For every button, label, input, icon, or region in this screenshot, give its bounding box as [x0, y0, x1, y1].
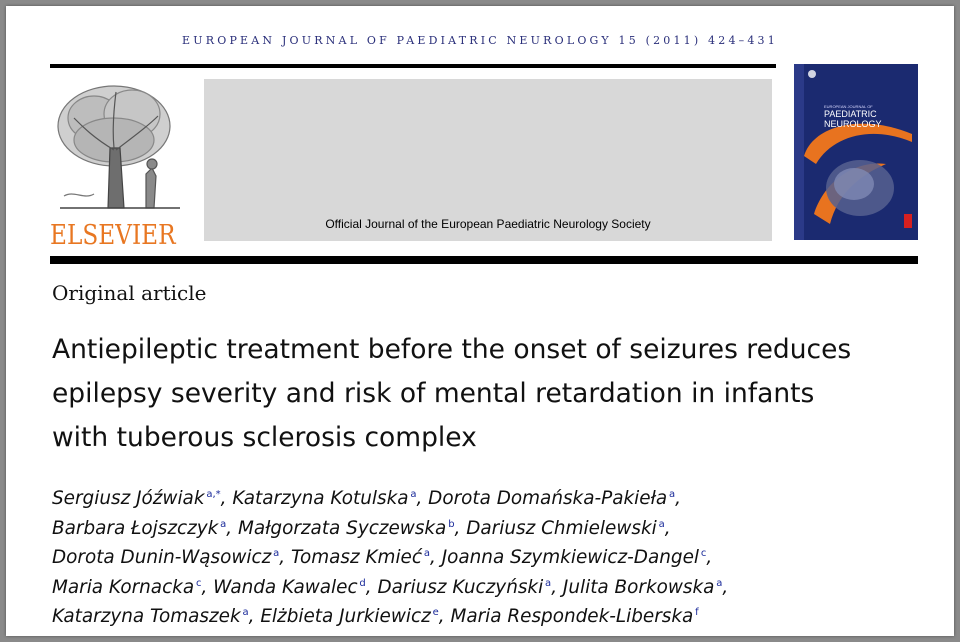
author-name: Elżbieta Jurkiewicz [260, 606, 431, 627]
affiliation-marker[interactable]: d [359, 577, 366, 589]
society-banner [204, 79, 772, 241]
author-name: Sergiusz Jóźwiak [52, 488, 205, 509]
author-name: Barbara Łojszczyk [52, 517, 219, 539]
author-name: Małgorzata Syczewska [238, 517, 447, 539]
affiliation-marker[interactable]: a [220, 518, 227, 530]
affiliation-marker[interactable]: c [700, 548, 707, 559]
author-name: Wanda Kawalec [213, 576, 358, 598]
author-line: Katarzyna Tomaszek $^a$, Elżbieta Jurkiewicz $^e$, Maria Respondek-Liberska $^f$ [52, 606, 699, 627]
author-name: Dorota Domańska-Pakieła [428, 488, 668, 509]
affiliation-marker[interactable]: a [545, 577, 552, 589]
journal-citation: EUROPEAN JOURNAL OF PAEDIATRIC NEUROLOGY 15 (2011) 424–431 [182, 34, 778, 47]
journal-cover [794, 64, 918, 240]
author-name: Dariusz Kuczyński [377, 576, 544, 598]
article-page [6, 6, 954, 636]
author-list [52, 484, 932, 632]
affiliation-marker[interactable]: a [273, 548, 280, 559]
elsevier-logo [50, 78, 190, 251]
author-line: Barbara Łojszczyk $^a$, Małgorzata Syczewska $^b$, Dariusz Chmielewski $^a$, [52, 517, 671, 539]
affiliation-marker[interactable]: a,* [206, 489, 221, 500]
society-text: Official Journal of the European Paediatric Neurology Society [325, 217, 651, 231]
cover-title-line1: PAEDIATRIC [824, 109, 877, 119]
author-name: Julita Borkowska [562, 576, 715, 598]
affiliation-marker[interactable]: e [432, 607, 439, 618]
affiliation-marker[interactable]: c [195, 577, 202, 589]
affiliation-marker[interactable]: b [448, 518, 455, 530]
author-name: Katarzyna Tomaszek [52, 606, 241, 627]
cover-title-line2: NEUROLOGY [824, 119, 882, 129]
article-type: Original article [52, 281, 207, 305]
affiliation-marker[interactable]: a [410, 489, 417, 500]
tree-logo-icon [54, 78, 186, 216]
affiliation-marker[interactable]: a [668, 489, 676, 500]
cover-title [824, 104, 914, 129]
author-line: Maria Kornacka $^c$, Wanda Kawalec $^d$, Dariusz Kuczyński $^a$, Julita Borkowska $^a$, [52, 576, 729, 598]
author-name: Joanna Szymkiewicz-Dangel [441, 547, 699, 568]
affiliation-marker[interactable]: a [242, 607, 249, 618]
affiliation-marker[interactable]: a [423, 548, 430, 559]
header-rule [50, 64, 776, 68]
author-name: Dariusz Chmielewski [466, 517, 657, 539]
cover-artwork-icon [794, 64, 918, 240]
author-line: Dorota Dunin-Wąsowicz $^a$, Tomasz Kmieć $^a$, Joanna Szymkiewicz-Dangel $^c$, [52, 547, 713, 568]
author-name: Katarzyna Kotulska [232, 488, 409, 509]
author-name: Maria Respondek-Liberska [450, 606, 694, 627]
affiliation-marker[interactable]: a [716, 577, 723, 589]
author-name: Maria Kornacka [52, 576, 195, 598]
article-title [52, 328, 932, 460]
title-line: Antiepileptic treatment before the onset of seizures reduces [52, 334, 852, 365]
title-line: with tuberous sclerosis complex [52, 422, 477, 453]
author-line: Sergiusz Jóźwiak $^{a,*}$, Katarzyna Kotulska $^a$, Dorota Domańska-Pakieła $^a$, [52, 488, 681, 509]
author-name: Dorota Dunin-Wąsowicz [52, 547, 272, 568]
affiliation-marker[interactable]: a [658, 518, 665, 530]
title-line: epilepsy severity and risk of mental retardation in infants [52, 378, 815, 409]
affiliation-marker[interactable]: f [695, 607, 699, 618]
author-name: Tomasz Kmieć [291, 547, 422, 568]
cover-small-text: EUROPEAN JOURNAL OF [824, 104, 873, 109]
elsevier-wordmark: ELSEVIER [50, 220, 176, 251]
header-bottom-rule [50, 256, 918, 264]
